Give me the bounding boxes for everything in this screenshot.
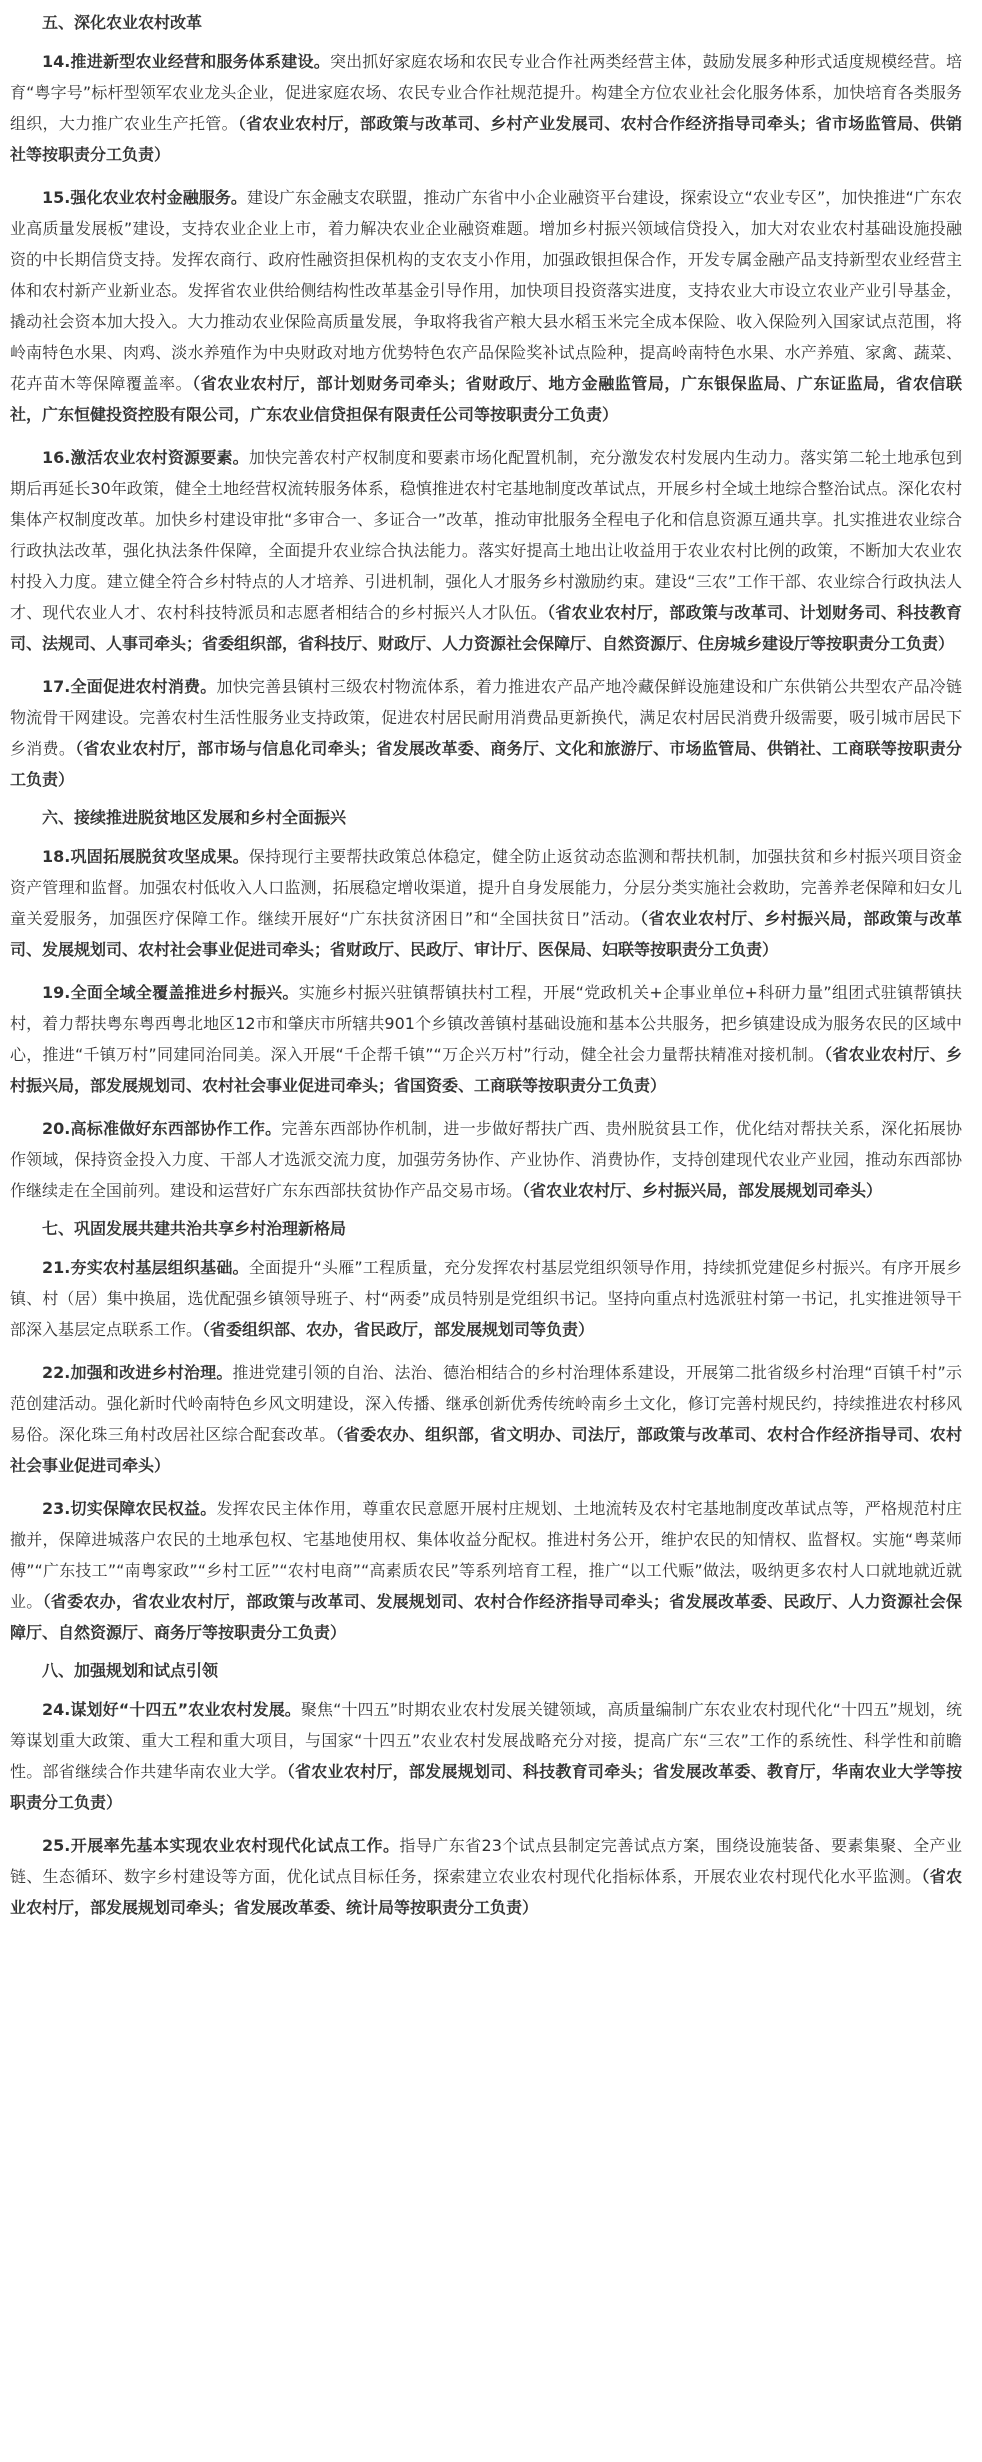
item-23 <box>10 1493 962 1648</box>
item-title: 18.巩固拓展脱贫攻坚成果。 <box>42 847 249 866</box>
item-body: 加快完善农村产权制度和要素市场化配置机制，充分激发农村发展内生动力。落实第二轮土地承包到期后再延长30年政策，健全土地经营权流转服务体系，稳慎推进农村宅基地制度改革试点，开展乡村全域土地综合整治试点。深化农村集体产权制度改革。加快乡村建设审批“多审合一、多证合一”改革，推动审批服务全程电子化和信息资源互通共享。扎实推进农业综合行政执法改革，强化执法条件保障，全面提升农业综合执法能力。落实好提高土地出让收益用于农业农村比例的政策，不断加大农业农村投入力度。建立健全符合乡村特点的人才培养、引进机制，强化人才服务乡村激励约束。建设“三农”工作干部、农业综合行政执法人才、现代农业人才、农村科技特派员和志愿者相结合的乡村振兴人才队伍。 <box>10 448 962 622</box>
section-6 <box>10 807 962 1206</box>
section-heading: 五、深化农业农村改革 <box>42 13 203 32</box>
item-15 <box>10 182 962 430</box>
item-title: 25.开展率先基本实现农业农村现代化试点工作。 <box>42 1836 400 1855</box>
section-heading: 七、巩固发展共建共治共享乡村治理新格局 <box>42 1219 347 1238</box>
section-8 <box>10 1660 962 1923</box>
item-16 <box>10 442 962 659</box>
item-responsibility: （省农业农村厅，部计划财务司牵头；省财政厅、地方金融监管局，广东银保监局、广东证监局，省农信联社，广东恒健投资控股有限公司，广东农业信贷担保有限责任公司等按职责分工负责） <box>10 374 962 424</box>
item-body: 发挥农民主体作用，尊重农民意愿开展村庄规划、土地流转及农村宅基地制度改革试点等，严格规范村庄撤并，保障进城落户农民的土地承包权、宅基地使用权、集体收益分配权。推进村务公开，维护农民的知情权、监督权。实施“粤菜师傅”“广东技工”“南粤家政”“乡村工匠”“农村电商”“高素质农民”等系列培育工程，推广“以工代赈”做法，吸纳更多农村人口就地就近就业。 <box>10 1499 962 1611</box>
item-25 <box>10 1830 962 1923</box>
item-14 <box>10 46 962 170</box>
item-body: 实施乡村振兴驻镇帮镇扶村工程，开展“党政机关+企事业单位+科研力量”组团式驻镇帮镇扶村，着力帮扶粤东粤西粤北地区12市和肇庆市所辖共901个乡镇改善镇村基础设施和基本公共服务，把乡镇建设成为服务农民的区域中心，推进“千镇万村”同建同治同美。深入开展“千企帮千镇”“万企兴万村”行动，健全社会力量帮扶精准对接机制。 <box>10 983 962 1064</box>
item-body: 全面提升“头雁”工程质量，充分发挥农村基层党组织领导作用，持续抓党建促乡村振兴。有序开展乡镇、村（居）集中换届，选优配强乡镇领导班子、村“两委”成员特别是党组织书记。坚持向重点村选派驻村第一书记，扎实推进领导干部深入基层定点联系工作。 <box>10 1258 962 1339</box>
item-title: 20.高标准做好东西部协作工作。 <box>42 1119 282 1138</box>
item-body: 加快完善县镇村三级农村物流体系，着力推进农产品产地冷藏保鲜设施建设和广东供销公共型农产品冷链物流骨干网建设。完善农村生活性服务业支持政策，促进农村居民耐用消费品更新换代，满足农村居民消费升级需要，吸引城市居民下乡消费。 <box>10 677 962 758</box>
item-body: 聚焦“十四五”时期农业农村发展关键领域，高质量编制广东农业农村现代化“十四五”规划，统筹谋划重大政策、重大工程和重大项目，与国家“十四五”农业农村发展战略充分对接，提高广东“三农”工作的系统性、科学性和前瞻性。部省继续合作共建华南农业大学。 <box>10 1700 962 1781</box>
section-heading: 六、接续推进脱贫地区发展和乡村全面振兴 <box>42 808 347 827</box>
item-responsibility: （省农业农村厅，部政策与改革司、计划财务司、科技教育司、法规司、人事司牵头；省委组织部，省科技厅、财政厅、人力资源社会保障厅、自然资源厅、住房城乡建设厅等按职责分工负责） <box>10 603 962 653</box>
item-responsibility: （省农业农村厅、乡村振兴局，部发展规划司牵头） <box>522 1181 883 1200</box>
item-17 <box>10 671 962 795</box>
item-body: 推进党建引领的自治、法治、德治相结合的乡村治理体系建设，开展第二批省级乡村治理“百镇千村”示范创建活动。强化新时代岭南特色乡风文明建设，深入传播、继承创新优秀传统岭南乡土文化，修订完善村规民约，持续推进农村移风易俗。深化珠三角村改居社区综合配套改革。 <box>10 1363 962 1444</box>
item-body: 保持现行主要帮扶政策总体稳定，健全防止返贫动态监测和帮扶机制，加强扶贫和乡村振兴项目资金资产管理和监督。加强农村低收入人口监测，拓展稳定增收渠道，提升自身发展能力，分层分类实施社会救助，完善养老保障和妇女儿童关爱服务，加强医疗保障工作。继续开展好“广东扶贫济困日”和“全国扶贫日”活动。 <box>10 847 962 928</box>
item-title: 15.强化农业农村金融服务。 <box>42 188 247 207</box>
item-19 <box>10 977 962 1101</box>
item-body: 突出抓好家庭农场和农民专业合作社两类经营主体，鼓励发展多种形式适度规模经营。培育“粤字号”标杆型领军农业龙头企业，促进家庭农场、农民专业合作社规范提升。构建全方位农业社会化服务体系，加快培育各类服务组织，大力推广农业生产托管。 <box>10 52 962 133</box>
item-responsibility: （省委组织部、农办，省民政厅，部发展规划司等负责） <box>202 1320 595 1339</box>
item-responsibility: （省农业农村厅，部市场与信息化司牵头；省发展改革委、商务厅、文化和旅游厅、市场监管局、供销社、工商联等按职责分工负责） <box>10 739 962 789</box>
item-body: 指导广东省23个试点县制定完善试点方案，围绕设施装备、要素集聚、全产业链、生态循环、数字乡村建设等方面，优化试点目标任务，探索建立农业农村现代化指标体系，开展农业农村现代化水平监测。 <box>10 1836 962 1886</box>
section-5 <box>10 12 962 795</box>
item-title: 14.推进新型农业经营和服务体系建设。 <box>42 52 330 71</box>
section-7 <box>10 1218 962 1648</box>
item-responsibility: （省农业农村厅，部政策与改革司、乡村产业发展司、农村合作经济指导司牵头；省市场监管局、供销社等按职责分工负责） <box>10 114 962 164</box>
item-title: 17.全面促进农村消费。 <box>42 677 217 696</box>
item-responsibility: （省委农办、组织部，省文明办、司法厅，部政策与改革司、农村合作经济指导司、农村社会事业促进司牵头） <box>10 1425 962 1475</box>
item-title: 19.全面全域全覆盖推进乡村振兴。 <box>42 983 299 1002</box>
item-title: 22.加强和改进乡村治理。 <box>42 1363 233 1382</box>
item-responsibility: （省农业农村厅，部发展规划司、科技教育司牵头；省发展改革委、教育厅，华南农业大学等按职责分工负责） <box>10 1762 962 1812</box>
item-20 <box>10 1113 962 1206</box>
item-body: 完善东西部协作机制，进一步做好帮扶广西、贵州脱贫县工作，优化结对帮扶关系，深化拓展协作领域，保持资金投入力度、干部人才选派交流力度，加强劳务协作、产业协作、消费协作，支持创建现代农业产业园，推动东西部协作继续走在全国前列。建设和运营好广东东西部扶贫协作产品交易市场。 <box>10 1119 962 1200</box>
item-22 <box>10 1357 962 1481</box>
section-heading: 八、加强规划和试点引领 <box>42 1661 219 1680</box>
item-responsibility: （省农业农村厅，部发展规划司牵头；省发展改革委、统计局等按职责分工负责） <box>10 1867 962 1917</box>
item-24 <box>10 1694 962 1818</box>
item-title: 23.切实保障农民权益。 <box>42 1499 217 1518</box>
item-21 <box>10 1252 962 1345</box>
item-title: 24.谋划好“十四五”农业农村发展。 <box>42 1700 301 1719</box>
item-18 <box>10 841 962 965</box>
item-title: 16.激活农业农村资源要素。 <box>42 448 249 467</box>
item-title: 21.夯实农村基层组织基础。 <box>42 1258 249 1277</box>
item-responsibility: （省农业农村厅、乡村振兴局，部政策与改革司、发展规划司、农村社会事业促进司牵头；省财政厅、民政厅、审计厅、医保局、妇联等按职责分工负责） <box>10 909 962 959</box>
item-responsibility: （省农业农村厅、乡村振兴局，部发展规划司、农村社会事业促进司牵头；省国资委、工商联等按职责分工负责） <box>10 1045 962 1095</box>
item-body: 建设广东金融支农联盟，推动广东省中小企业融资平台建设，探索设立“农业专区”，加快推进“广东农业高质量发展板”建设，支持农业企业上市，着力解决农业企业融资难题。增加乡村振兴领域信贷投入，加大对农业农村基础设施投融资的中长期信贷支持。发挥农商行、政府性融资担保机构的支农支小作用，加强政银担保合作，开发专属金融产品支持新型农业经营主体和农村新产业新业态。发挥省农业供给侧结构性改革基金引导作用，加快项目投资落实进度，支持农业大市设立农业产业引导基金，撬动社会资本加大投入。大力推动农业保险高质量发展，争取将我省产粮大县水稻玉米完全成本保险、收入保险列入国家试点范围，将岭南特色水果、肉鸡、淡水养殖作为中央财政对地方优势特色农产品保险奖补试点险种，提高岭南特色水果、水产养殖、家禽、蔬菜、花卉苗木等保障覆盖率。 <box>10 188 962 393</box>
item-responsibility: （省委农办，省农业农村厅，部政策与改革司、发展规划司、农村合作经济指导司牵头；省发展改革委、民政厅、人力资源社会保障厅、自然资源厅、商务厅等按职责分工负责） <box>10 1592 962 1642</box>
